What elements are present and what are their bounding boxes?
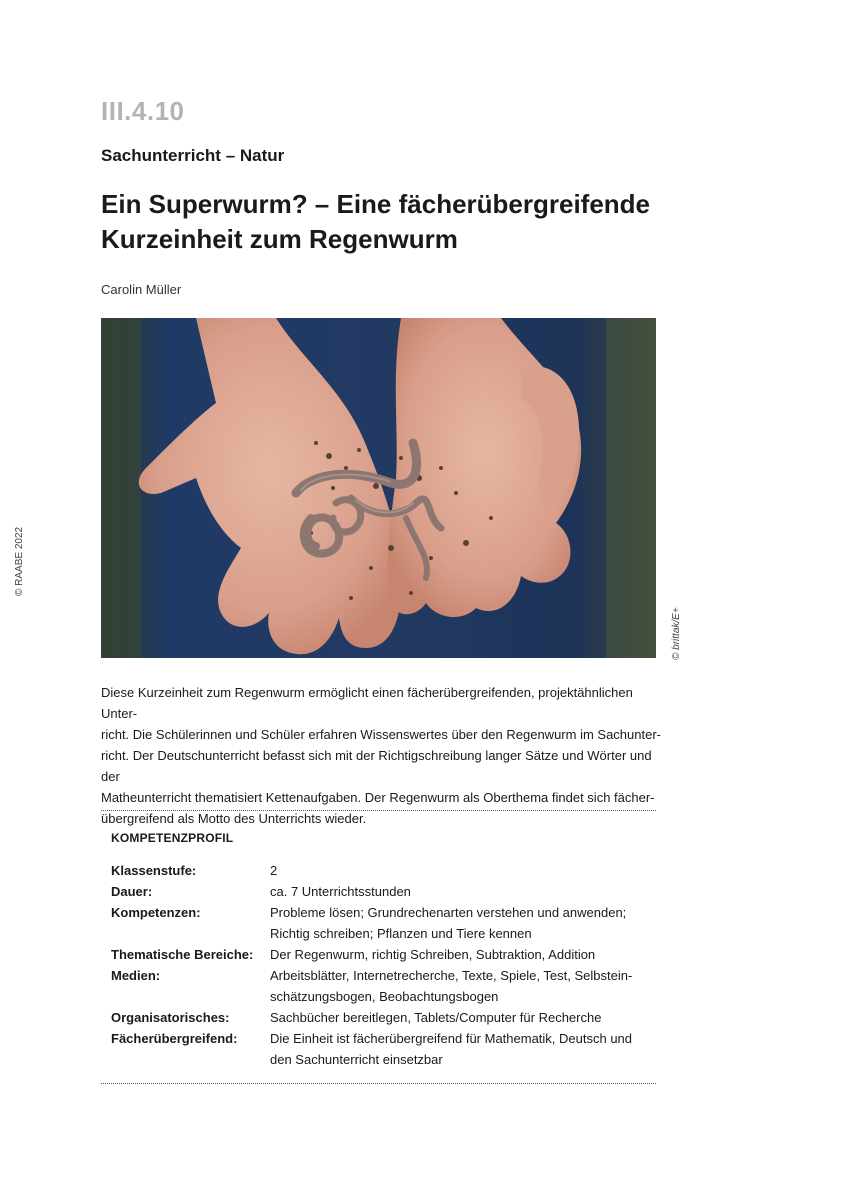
intro-line: richt. Der Deutschunterricht befasst sich mit der Richtigschreibung langer Sätze und Wörter und der (101, 748, 652, 784)
profile-key: Dauer: (111, 884, 153, 899)
subject-heading: Sachunterricht – Natur (101, 146, 285, 165)
intro-line: Matheunterricht thematisiert Kettenaufgaben. Der Regenwurm als Oberthema findet sich fächer- (101, 790, 655, 805)
profile-value-line: Arbeitsblätter, Internetrecherche, Texte, Spiele, Test, Selbstein- (270, 968, 633, 983)
profile-key: Organisatorisches: (111, 1010, 230, 1025)
profile-row (111, 944, 656, 965)
profile-value-line: ca. 7 Unterrichtsstunden (270, 884, 411, 899)
photo-credit: © brittak/E+ (671, 607, 682, 660)
profile-key: Klassenstufe: (111, 863, 197, 878)
profile-value-line: Richtig schreiben; Pflanzen und Tiere kennen (270, 926, 532, 941)
profile-row (111, 1028, 656, 1070)
profile-value-line: 2 (270, 863, 278, 878)
profile-value (270, 881, 656, 902)
profile-value (270, 944, 656, 965)
profile-heading: KOMPETENZPROFIL (111, 831, 234, 845)
divider-top (101, 810, 656, 811)
profile-value-line: schätzungsbogen, Beobachtungsbogen (270, 989, 499, 1004)
intro-line: Diese Kurzeinheit zum Regenwurm ermöglicht einen fächerübergreifenden, projektähnlichen Unter- (101, 685, 633, 721)
profile-key: Thematische Bereiche: (111, 947, 254, 962)
profile-row (111, 860, 656, 881)
competence-profile-table (111, 860, 656, 1070)
intro-paragraph (101, 682, 661, 829)
profile-key: Medien: (111, 968, 161, 983)
profile-row (111, 902, 656, 944)
copyright-notice: © RAABE 2022 (14, 526, 25, 596)
title-line-2: Kurzeinheit zum Regenwurm (101, 224, 458, 254)
divider-bottom (101, 1083, 656, 1084)
profile-key: Fächerübergreifend: (111, 1031, 238, 1046)
profile-value-line: Die Einheit ist fächerübergreifend für Mathematik, Deutsch und (270, 1031, 633, 1046)
profile-row (111, 1007, 656, 1028)
profile-value (270, 902, 656, 944)
profile-value-line: Der Regenwurm, richtig Schreiben, Subtraktion, Addition (270, 947, 596, 962)
earthworms-in-hands-photo (101, 318, 656, 658)
profile-value (270, 1007, 656, 1028)
profile-key: Kompetenzen: (111, 905, 201, 920)
profile-value-line: den Sachunterricht einsetzbar (270, 1052, 443, 1067)
profile-value (270, 965, 656, 1007)
profile-value (270, 1028, 656, 1070)
profile-row (111, 965, 656, 1007)
intro-line: richt. Die Schülerinnen und Schüler erfahren Wissenswertes über den Regenwurm im Sachunter- (101, 727, 661, 742)
page-title (101, 187, 661, 257)
title-line-1: Ein Superwurm? – Eine fächerübergreifende (101, 189, 651, 219)
profile-value (270, 860, 656, 881)
profile-value-line: Probleme lösen; Grundrechenarten verstehen und anwenden; (270, 905, 627, 920)
author: Carolin Müller (101, 282, 182, 297)
profile-value-line: Sachbücher bereitlegen, Tablets/Computer für Recherche (270, 1010, 602, 1025)
section-code: III.4.10 (101, 96, 185, 126)
intro-line: übergreifend als Motto des Unterrichts wieder. (101, 811, 367, 826)
profile-row (111, 881, 656, 902)
